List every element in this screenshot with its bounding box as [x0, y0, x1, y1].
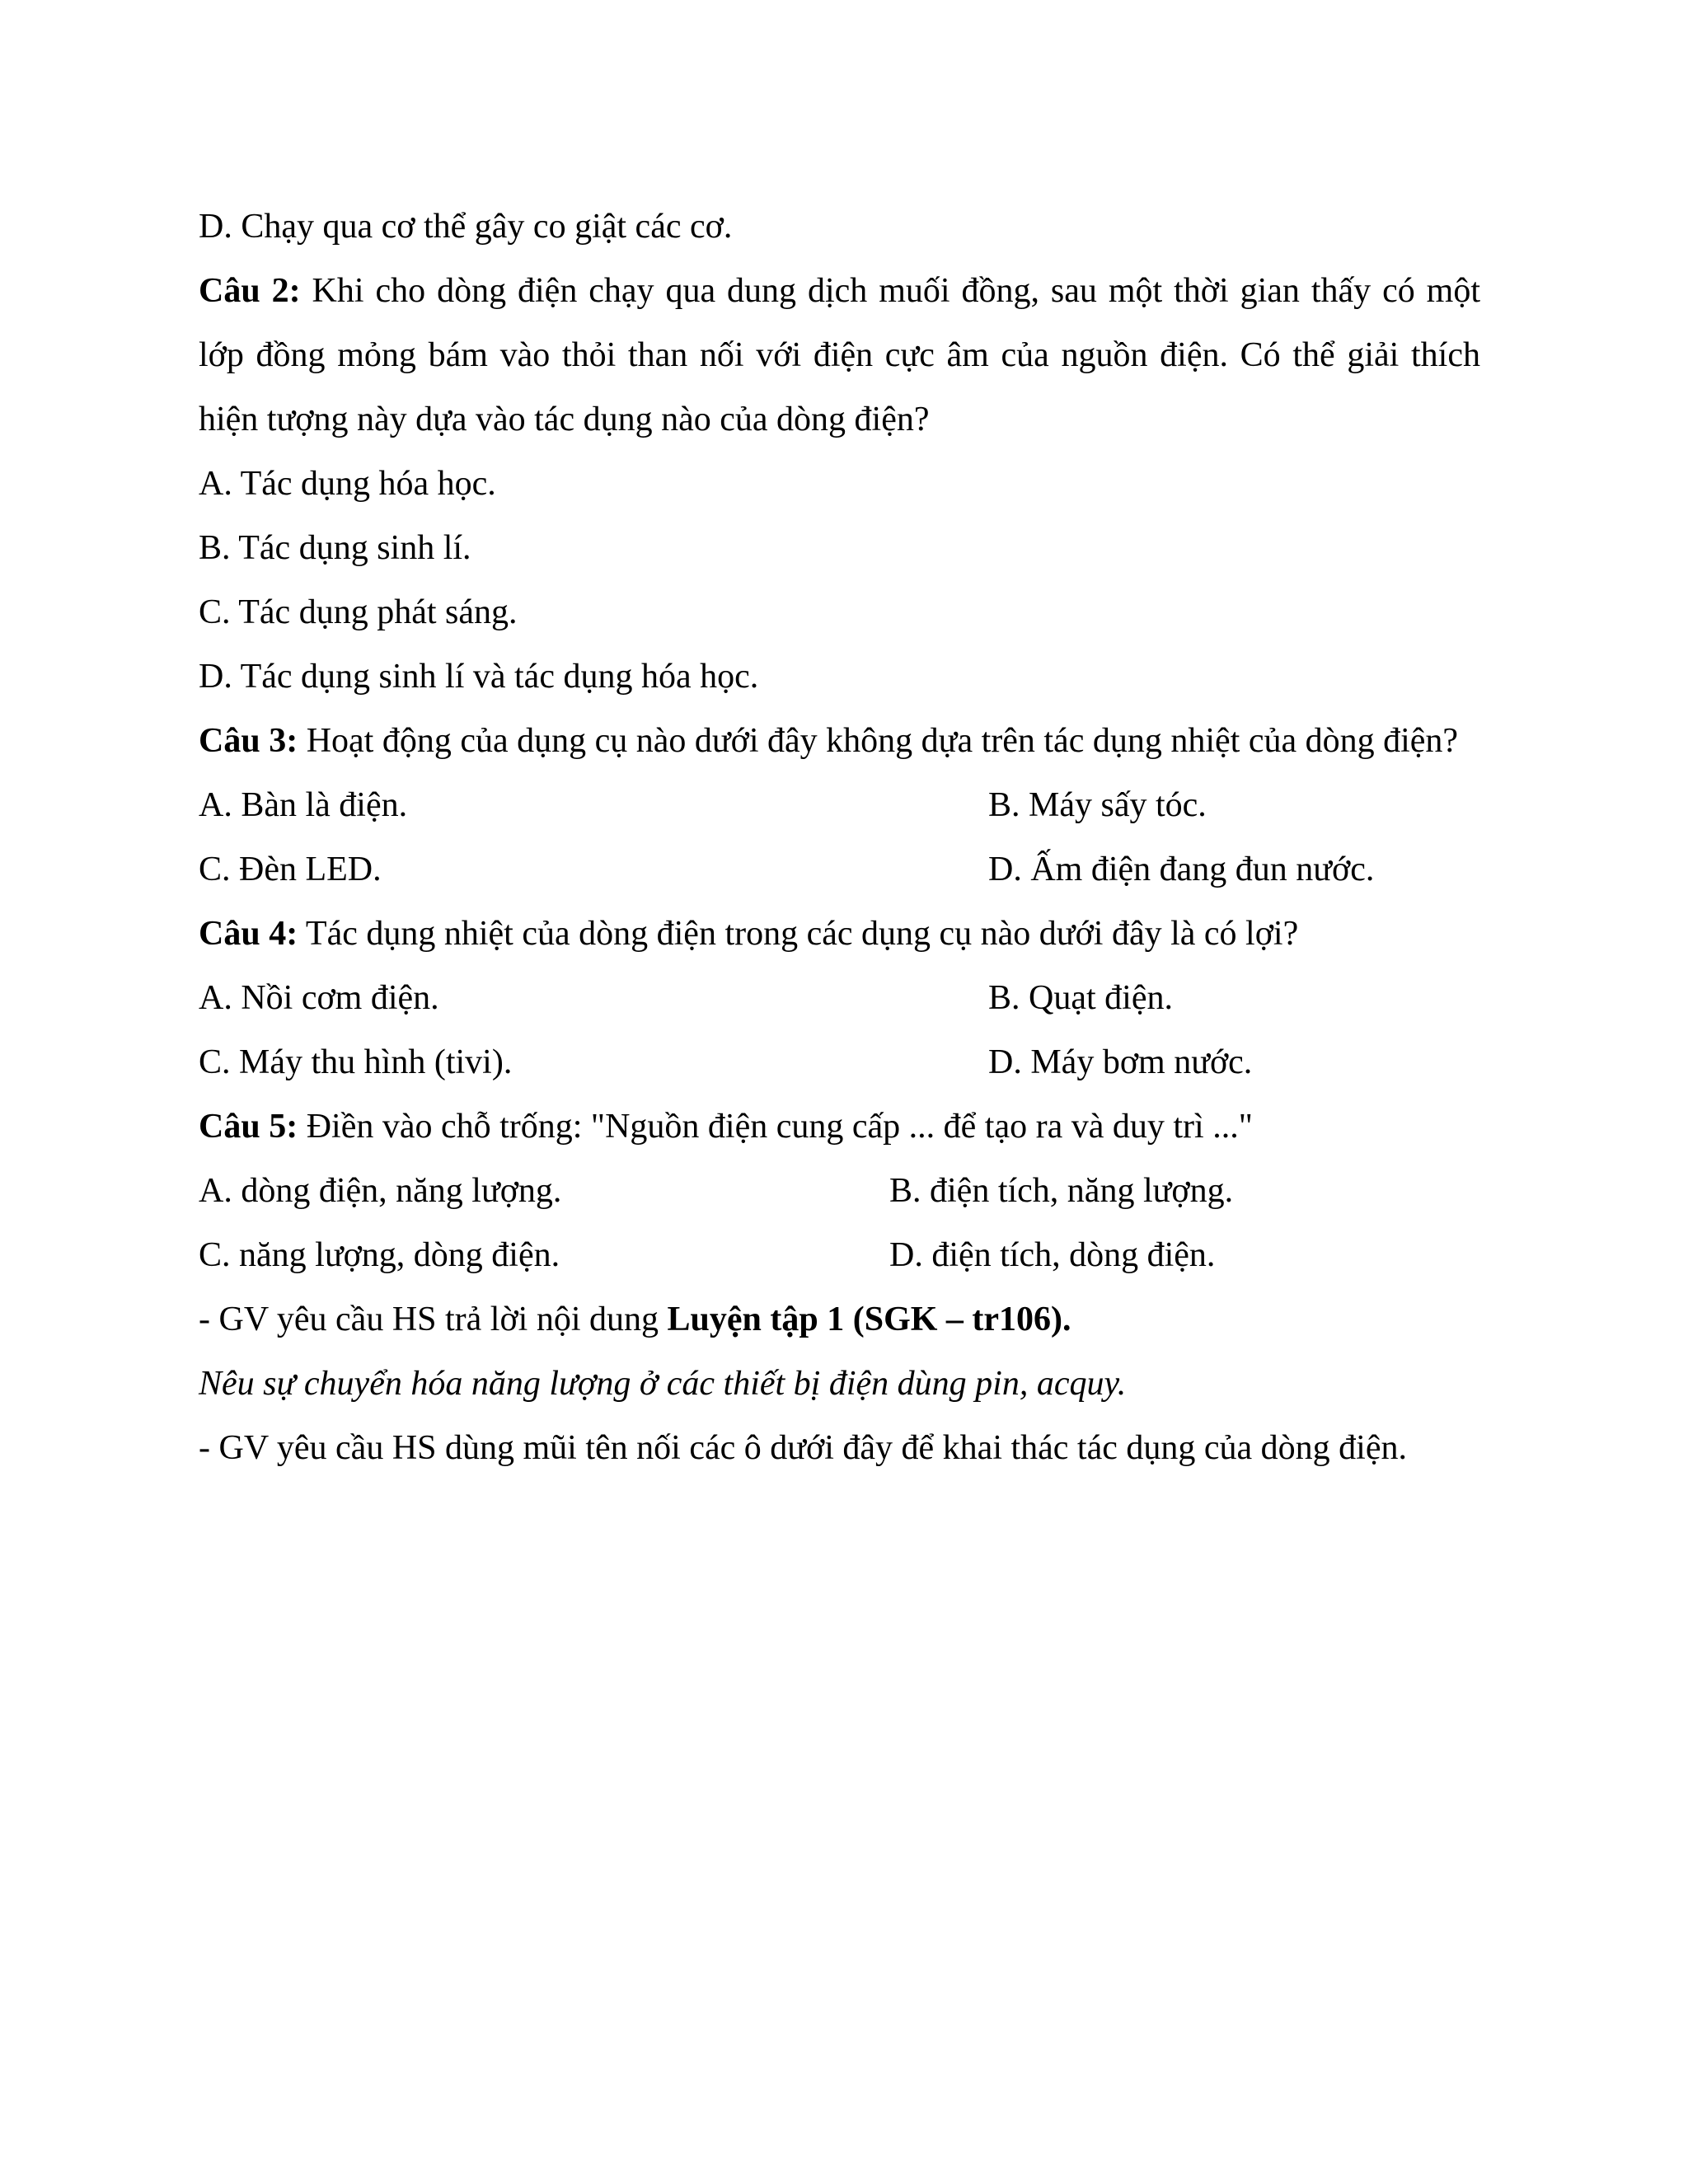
- practice-reference: Luyện tập 1 (SGK – tr106).: [667, 1301, 1071, 1338]
- q2-option-a: A. Tác dụng hóa học.: [199, 465, 496, 503]
- practice-prefix: - GV yêu cầu HS trả lời nội dung: [199, 1301, 668, 1338]
- q4-option-d: D. Máy bơm nước.: [988, 1043, 1253, 1081]
- q4-option-a: A. Nồi cơm điện.: [199, 979, 439, 1017]
- q5-options: [199, 1159, 1480, 1287]
- question-4-label: Câu 4:: [199, 915, 298, 953]
- question-3-label: Câu 3:: [199, 722, 298, 760]
- question-5: [199, 1094, 1480, 1159]
- question-4-text: Tác dụng nhiệt của dòng điện trong các dụng cụ nào dưới đây là có lợi?: [298, 915, 1299, 953]
- practice-instruction: [199, 1287, 1480, 1352]
- q3-options: [199, 773, 1480, 902]
- question-3: [199, 709, 1480, 773]
- practice-question: Nêu sự chuyển hóa năng lượng ở các thiết bị điện dùng pin, acquy.: [199, 1365, 1127, 1403]
- q3-option-b: B. Máy sấy tóc.: [988, 786, 1207, 824]
- q2-option-b: B. Tác dụng sinh lí.: [199, 529, 471, 567]
- question-5-text: Điền vào chỗ trống: "Nguồn điện cung cấp ... để tạo ra và duy trì ...": [298, 1108, 1253, 1146]
- q4-option-b: B. Quạt điện.: [988, 979, 1173, 1017]
- q3-option-a: A. Bàn là điện.: [199, 786, 408, 824]
- question-2-text: Khi cho dòng điện chạy qua dung dịch muối đồng, sau một thời gian thấy có một lớp đồng mỏng bám vào thỏi than nối với điện cực âm của nguồn điện. Có thể giải thích hiện tượng này dựa vào tác dụng nào của dòng điện?: [199, 272, 1481, 438]
- q5-option-c: C. năng lượng, dòng điện.: [199, 1236, 560, 1274]
- q3-option-d: D. Ấm điện đang đun nước.: [988, 851, 1375, 888]
- q2-option-c: C. Tác dụng phát sáng.: [199, 593, 518, 631]
- q5-option-a: A. dòng điện, năng lượng.: [199, 1172, 562, 1210]
- q4-option-c: C. Máy thu hình (tivi).: [199, 1043, 513, 1081]
- question-4: [199, 902, 1480, 966]
- question-5-label: Câu 5:: [199, 1108, 298, 1146]
- question-2: [199, 259, 1480, 452]
- document-page: [199, 194, 1480, 1480]
- q5-option-d: D. điện tích, dòng điện.: [889, 1236, 1216, 1274]
- q3-option-c: C. Đèn LED.: [199, 851, 382, 888]
- q2-option-d: D. Tác dụng sinh lí và tác dụng hóa học.: [199, 658, 759, 696]
- question-3-text: Hoạt động của dụng cụ nào dưới đây không dựa trên tác dụng nhiệt của dòng điện?: [298, 722, 1459, 760]
- q4-options: [199, 966, 1480, 1094]
- q5-option-b: B. điện tích, năng lượng.: [889, 1172, 1234, 1210]
- arrow-matching-instruction: - GV yêu cầu HS dùng mũi tên nối các ô dưới đây để khai thác tác dụng của dòng điện.: [199, 1429, 1407, 1467]
- question-2-label: Câu 2:: [199, 272, 301, 310]
- q1-option-d: D. Chạy qua cơ thể gây co giật các cơ.: [199, 208, 733, 246]
